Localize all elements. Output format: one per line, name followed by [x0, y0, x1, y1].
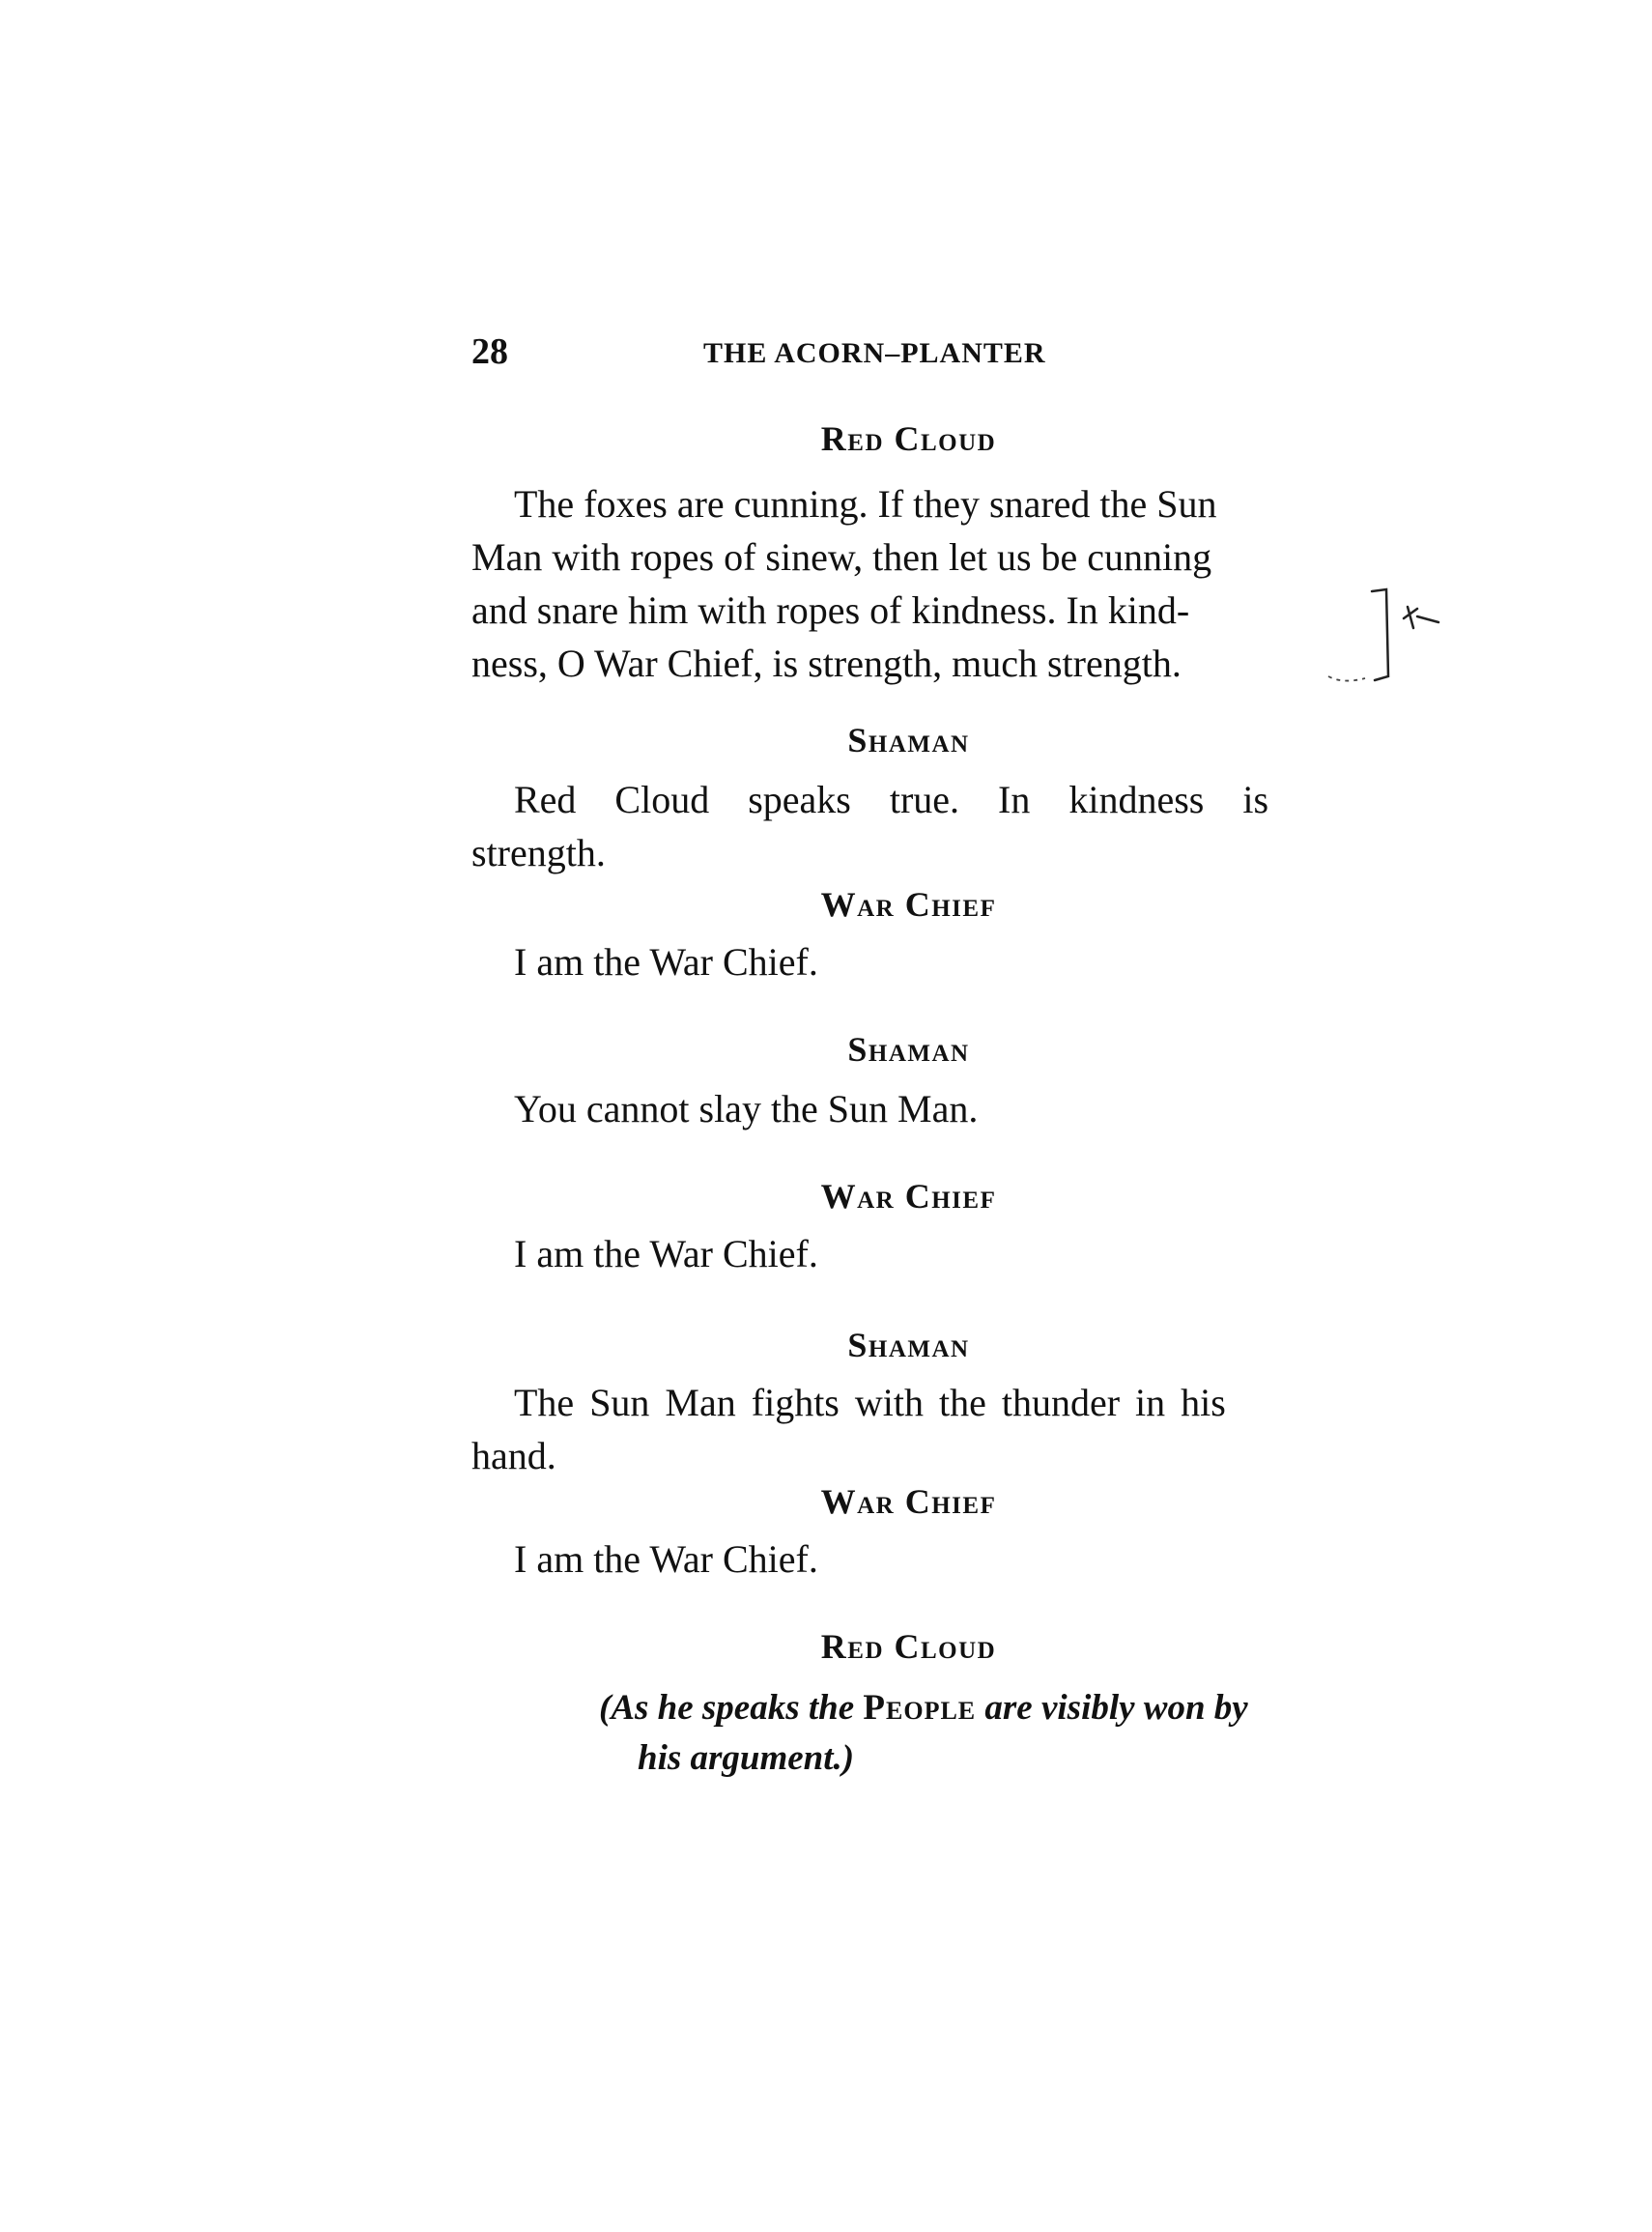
speech-line: The Sun Man fights with the thunder in his [514, 1381, 1226, 1424]
stage-direction-rest: are visibly won by [976, 1688, 1248, 1728]
speech-shaman [471, 773, 1346, 879]
speech-war-chief [471, 1227, 1346, 1280]
speaker-war-chief: War Chief [820, 1482, 997, 1521]
speaker-red-cloud: Red Cloud [820, 419, 997, 458]
speech-line: and snare him with ropes of kindness. In kind- [471, 588, 1190, 632]
speaker-red-cloud: Red Cloud [820, 1627, 997, 1666]
speaker-war-chief: War Chief [820, 1177, 997, 1216]
speech-shaman [471, 1376, 1346, 1482]
stage-direction [599, 1683, 1362, 1784]
speech-war-chief [471, 935, 1346, 988]
handwritten-bracket-mark [1319, 580, 1444, 696]
speech-line: ness, O War Chief, is strength, much strength. [471, 642, 1182, 685]
stage-direction-line2: his argument.) [638, 1738, 855, 1778]
speech-line: I am the War Chief. [514, 940, 818, 984]
speaker-shaman: Shaman [847, 721, 970, 759]
speech-line: hand. [471, 1434, 556, 1477]
speech-shaman [471, 1082, 1346, 1135]
speaker-shaman: Shaman [847, 1326, 970, 1364]
book-title: THE ACORN–PLANTER [703, 337, 1046, 369]
speech-line: I am the War Chief. [514, 1232, 818, 1275]
speech-line: You cannot slay the Sun Man. [514, 1087, 979, 1130]
running-head [471, 327, 1341, 377]
speech-line: Man with ropes of sinew, then let us be cunning [471, 535, 1212, 579]
speaker-shaman: Shaman [847, 1030, 970, 1069]
speech-line: strength. [471, 831, 606, 874]
speech-war-chief [471, 1532, 1346, 1586]
speech-red-cloud [471, 477, 1346, 690]
speech-line: Red Cloud speaks true. In kindness is [514, 778, 1269, 821]
speech-line: The foxes are cunning. If they snared the Sun [514, 482, 1217, 526]
stage-direction-open: (As he speaks the [599, 1688, 864, 1728]
speech-line: I am the War Chief. [514, 1537, 818, 1581]
stage-direction-people: People [863, 1688, 977, 1728]
speaker-war-chief: War Chief [820, 885, 997, 924]
page-number: 28 [471, 331, 508, 372]
